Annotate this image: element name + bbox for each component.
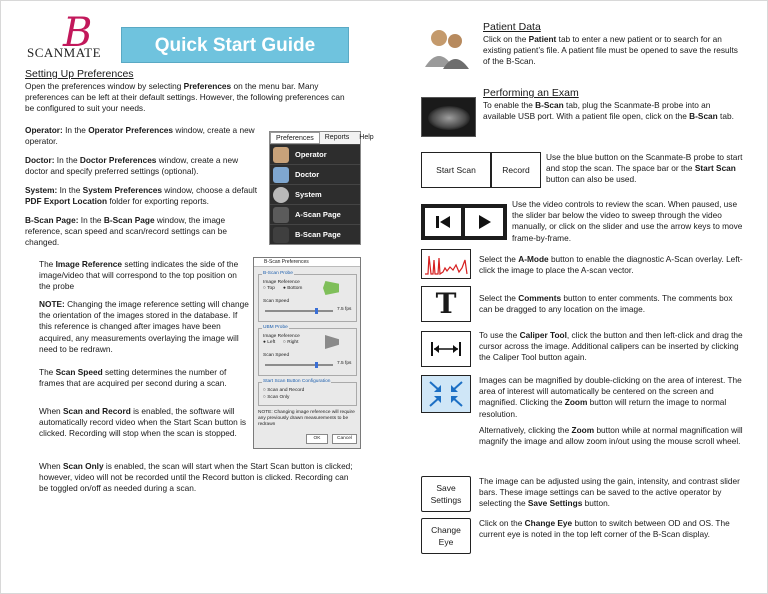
bscan-preferences-dialog xyxy=(253,257,361,449)
video-paragraph: Use the video controls to review the scan. When paused, use the slider bar below the video to sweep through the video manually, or click on the slider and use the arrow keys to move frame-by-frame. xyxy=(512,199,743,243)
dialog-note: NOTE: Changing image reference will require any previously drawn measurements to be redrawn xyxy=(258,410,355,427)
amode-paragraph: Select the A-Mode button to enable the diagnostic A-Scan overlay. Left-click the image to place the A-scan vector. xyxy=(479,254,743,276)
scanmate-logo xyxy=(25,10,115,65)
menu-item-bscan-page[interactable]: B-Scan Page xyxy=(270,224,360,244)
previous-frame-button[interactable] xyxy=(425,208,461,236)
note-paragraph: NOTE: Changing the image reference setting will change the orientation of the images stored in the database. If this reference is changed after images have been acquired, any measurements overlaying the image will need to be redrawn. xyxy=(39,299,249,354)
fps-readout-1: 7.5 fps xyxy=(337,307,352,312)
menu-item-operator[interactable]: Operator xyxy=(270,144,360,164)
bscan-icon xyxy=(273,227,289,243)
ubm-probe-group xyxy=(258,325,357,376)
start-scan-button[interactable]: Start Scan xyxy=(421,152,491,188)
menu-item-doctor[interactable]: Doctor xyxy=(270,164,360,184)
eye-scan-graphic xyxy=(428,106,470,130)
radio-top[interactable]: ○ Top xyxy=(263,286,275,291)
zoom-button[interactable] xyxy=(421,375,471,413)
setup-intro: Open the preferences window by selecting Preferences on the menu bar. Many preferences can be left at their default settings. However, the following preferences can be configured to suit your needs. xyxy=(25,81,345,114)
comments-button[interactable] xyxy=(421,286,471,322)
cancel-button[interactable]: Cancel xyxy=(332,434,357,444)
save-label-line2: Settings xyxy=(430,495,462,505)
patient-paragraph: Click on the Patient tab to enter a new patient or to search for an existing patient’s file. A patient file must be opened to save the results of the B-Scan. xyxy=(483,34,738,67)
amode-waveform-icon xyxy=(422,250,470,278)
radio-scan-and-record[interactable]: ○ Scan and Record xyxy=(263,388,305,393)
bscan-tab-image xyxy=(421,97,476,137)
change-eye-paragraph: Click on the Change Eye button to switch between OD and OS. The current eye is noted in the top left corner of the B-Scan display. xyxy=(479,518,730,540)
caliper-button[interactable] xyxy=(421,331,471,367)
menu-item-system[interactable]: System xyxy=(270,184,360,204)
patient-heading: Patient Data xyxy=(483,21,541,33)
caliper-paragraph: To use the Caliper Tool, click the button and then left-click and drag the cursor across the image. Additional calipers can be inserted by clicking the Caliper Tool button again. xyxy=(479,330,743,363)
save-settings-button[interactable] xyxy=(421,476,471,512)
setup-heading: Setting Up Preferences xyxy=(25,68,134,80)
probe-fan-icon xyxy=(323,281,339,295)
radio-left[interactable]: ● Left xyxy=(263,340,276,345)
change-eye-button[interactable] xyxy=(421,518,471,554)
text-icon: T xyxy=(435,287,457,320)
exam-paragraph: To enable the B-Scan tab, plug the Scanmate-B probe into an available USB port. With a patient file open, click on the B-Scan tab. xyxy=(483,100,734,122)
preferences-menu xyxy=(269,131,374,245)
video-controls xyxy=(421,204,507,240)
slider-thumb-1[interactable] xyxy=(315,308,318,314)
scan-speed-slider-1[interactable] xyxy=(265,310,333,312)
zoom-alt-paragraph: Alternatively, clicking the Zoom button while at normal magnification will magnify the image and allow zoom in/out using the mouse scroll wheel. xyxy=(479,425,743,447)
logo-letter: B xyxy=(63,10,93,56)
ok-button[interactable]: OK xyxy=(306,434,328,444)
doctor-paragraph: Doctor: In the Doctor Preferences window, create a new doctor and specify preferred settings (optional). xyxy=(25,155,239,177)
logo-word: SCANMATE xyxy=(27,45,102,60)
caliper-icon xyxy=(422,332,470,366)
scan-speed-paragraph: The Scan Speed setting determines the number of frames that are acquired per second during a scan. xyxy=(39,367,227,389)
comments-paragraph: Select the Comments button to enter comments. The comments box can be dragged to any location on the image. xyxy=(479,293,733,315)
menu-reports[interactable]: Reports xyxy=(324,134,350,141)
operator-paragraph: Operator: In the Operator Preferences window, create a new operator. xyxy=(25,125,255,147)
fps-readout-2: 7.5 fps xyxy=(337,361,352,366)
scan-speed-slider-2[interactable] xyxy=(265,364,333,366)
zoom-paragraph: Images can be magnified by double-clicking on the area of interest. The area of interest will automatically be centered on the screen and magnified. Clicking the Zoom button will return the image to normal resolution. xyxy=(479,375,742,419)
menu-help[interactable]: Help xyxy=(359,134,374,141)
title-banner: Quick Start Guide xyxy=(121,27,349,63)
change-eye-line1: Change xyxy=(431,525,461,535)
scan-speed-label-2: Scan Speed xyxy=(263,353,290,358)
image-reference-label-2: Image Reference xyxy=(263,334,300,339)
doctor-icon xyxy=(273,167,289,183)
bscan-probe-group xyxy=(258,271,357,322)
menu-preferences[interactable]: Preferences xyxy=(270,132,320,144)
start-scan-config-group xyxy=(258,379,357,406)
zoom-arrows-icon xyxy=(422,376,470,412)
record-button[interactable]: Record xyxy=(491,152,541,188)
bscan-probe-label: B-Scan Probe xyxy=(263,271,293,276)
radio-right[interactable]: ○ Right xyxy=(283,340,299,345)
scan-speed-label-1: Scan Speed xyxy=(263,299,290,304)
save-settings-paragraph: The image can be adjusted using the gain, intensity, and contrast slider bars. These image settings can be saved to the active operator by selecting the Save Settings button. xyxy=(479,476,740,509)
ubm-probe-label: UBM Probe xyxy=(263,325,288,330)
image-reference-paragraph: The Image Reference setting indicates the side of the image/video that will correspond to the top position on the probe xyxy=(39,259,239,292)
image-reference-label: Image Reference xyxy=(263,280,300,285)
gear-icon xyxy=(273,187,289,203)
scan-only-paragraph: When Scan Only is enabled, the scan will start when the Start Scan button is clicked; however, video will not be recorded until the Record button is clicked. Recording can be toggled on/off as needed during a scan. xyxy=(39,461,353,494)
operator-icon xyxy=(273,147,289,163)
amode-button[interactable] xyxy=(421,249,471,279)
ubm-probe-icon xyxy=(325,335,339,349)
bscan-page-paragraph: B-Scan Page: In the B-Scan Page window, the image reference, scan speed and scan/record settings can be changed. xyxy=(25,215,228,248)
ascan-icon xyxy=(273,207,289,223)
dialog-title: B-Scan Preferences xyxy=(254,258,360,267)
save-label-line1: Save xyxy=(436,483,456,493)
start-scan-config-label: Start Scan Button Configuration xyxy=(263,379,331,384)
play-button[interactable] xyxy=(465,208,503,236)
scan-record-paragraph: When Scan and Record is enabled, the software will automatically record video when the Start Scan button is clicked. Recording will stop when the scan is stopped. xyxy=(39,406,247,439)
menu-item-ascan-page[interactable]: A-Scan Page xyxy=(270,204,360,224)
radio-bottom[interactable]: ● Bottom xyxy=(283,286,303,291)
start-scan-paragraph: Use the blue button on the Scanmate-B probe to start and stop the scan. The space bar or the Start Scan button can also be used. xyxy=(546,152,743,185)
system-paragraph: System: In the System Preferences window, choose a default PDF Export Location folder for exporting reports. xyxy=(25,185,258,207)
exam-heading: Performing an Exam xyxy=(483,87,579,99)
menu-bar xyxy=(270,132,374,144)
radio-scan-only[interactable]: ○ Scan Only xyxy=(263,395,290,400)
slider-thumb-2[interactable] xyxy=(315,362,318,368)
patient-icon xyxy=(421,25,473,71)
change-eye-line2: Eye xyxy=(438,537,454,547)
